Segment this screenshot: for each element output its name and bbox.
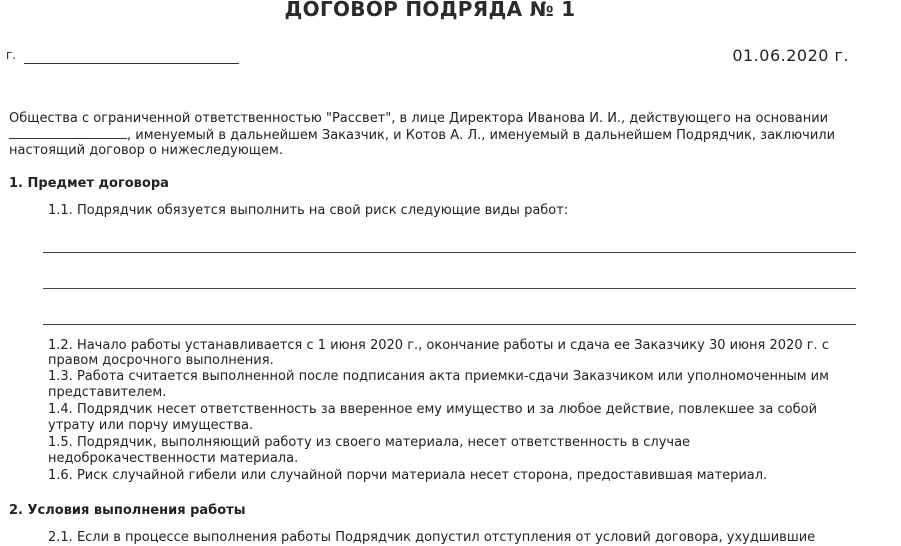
city-label: г. [6, 48, 17, 62]
city-blank-line [24, 63, 239, 64]
work-blank-line-3 [43, 324, 856, 325]
preamble-line-3: настоящий договор о нижеследующем. [9, 143, 283, 158]
document-title: ДОГОВОР ПОДРЯДА № 1 [284, 0, 576, 21]
work-blank-line-2 [43, 288, 856, 289]
clause-1-4: 1.4. Подрядчик несет ответственность за вверенное ему имущество и за любое действие, повлекшее за собой [48, 402, 818, 417]
preamble-line-2-text: , именуемый в дальнейшем Заказчик, и Котов А. Л., именуемый в дальнейшем Подрядчик, заключили [127, 128, 836, 143]
clause-1-3: 1.3. Работа считается выполненной после подписания акта приемки-сдачи Заказчиком или уполномоченным им [48, 369, 829, 384]
section-2-heading: 2. Условия выполнения работы [9, 503, 246, 518]
clause-2-1: 2.1. Если в процессе выполнения работы Подрядчик допустил отступления от условий договора, ухудшившие [48, 530, 816, 545]
clause-1-5: 1.5. Подрядчик, выполняющий работу из своего материала, несет ответственность в случае [48, 435, 691, 450]
clause-1-3-cont: представителем. [48, 385, 167, 400]
preamble-line-1: Общества с ограниченной ответственностью "Рассвет", в лице Директора Иванова И. И., действующего на основании [9, 111, 829, 126]
basis-blank-line [9, 126, 127, 139]
contract-date: 01.06.2020 г. [732, 46, 849, 65]
section-1-heading: 1. Предмет договора [9, 176, 169, 191]
clause-1-1: 1.1. Подрядчик обязуется выполнить на свой риск следующие виды работ: [48, 203, 569, 218]
clause-1-5-cont: недоброкачественности материала. [48, 451, 299, 466]
clause-1-2: 1.2. Начало работы устанавливается с 1 июня 2020 г., окончание работы и сдача ее Заказчику 30 июня 2020 г. с [48, 338, 829, 353]
work-blank-line-1 [43, 252, 856, 253]
clause-1-4-cont: утрату или порчу имущества. [48, 418, 254, 433]
clause-1-2-cont: правом досрочного выполнения. [48, 353, 274, 368]
clause-1-6: 1.6. Риск случайной гибели или случайной порчи материала несет сторона, предоставившая материал. [48, 468, 768, 483]
